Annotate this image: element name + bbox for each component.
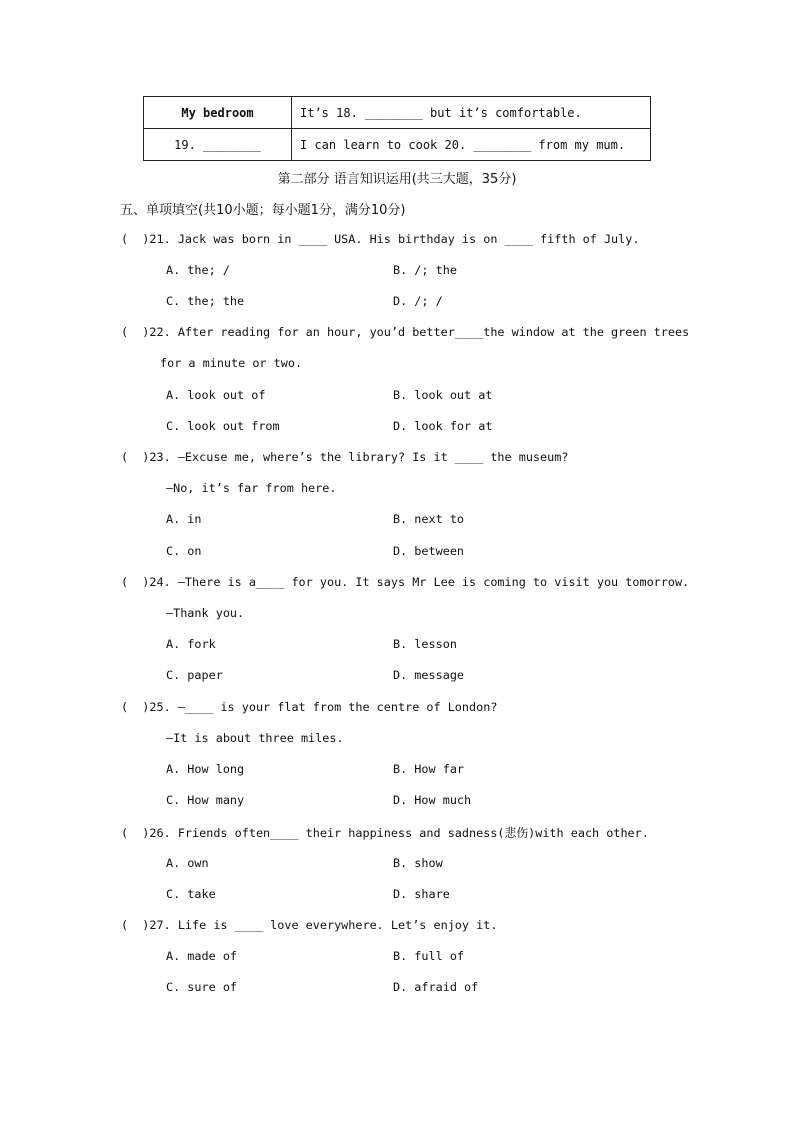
option-b: B. show xyxy=(393,856,443,870)
option-c: C. on xyxy=(166,544,202,558)
question-23-stem: ( )23. —Excuse me, where’s the library? Is it ____ the museum? xyxy=(121,450,569,464)
option-b: B. lesson xyxy=(393,637,457,651)
option-a: A. the; / xyxy=(166,263,230,277)
table-cell: My bedroom xyxy=(144,97,292,129)
option-d: D. message xyxy=(393,668,465,682)
section-title: 五、单项填空(共10小题；每小题1分，满分10分) xyxy=(120,203,406,218)
question-27-stem: ( )27. Life is ____ love everywhere. Let’s enjoy it. xyxy=(121,918,498,932)
option-d: D. How much xyxy=(393,793,472,807)
option-c: C. paper xyxy=(166,668,223,682)
option-a: A. How long xyxy=(166,762,245,776)
table-cell: It’s 18. ________ but it’s comfortable. xyxy=(292,97,651,129)
option-a: A. in xyxy=(166,512,202,526)
question-25-stem: ( )25. —____ is your flat from the centre of London? xyxy=(121,700,498,714)
question-22-stem-continued: for a minute or two. xyxy=(160,356,303,370)
option-b: B. next to xyxy=(393,512,465,526)
question-25-reply: —It is about three miles. xyxy=(166,731,344,745)
option-b: B. look out at xyxy=(393,388,493,402)
question-21-stem: ( )21. Jack was born in ____ USA. His birthday is on ____ fifth of July. xyxy=(121,232,640,246)
option-d: D. look for at xyxy=(393,419,493,433)
table-cell: 19. ________ xyxy=(144,129,292,161)
option-c: C. How many xyxy=(166,793,245,807)
option-a: A. own xyxy=(166,856,209,870)
option-c: C. sure of xyxy=(166,980,238,994)
option-b: B. /; the xyxy=(393,263,457,277)
question-24-reply: —Thank you. xyxy=(166,606,245,620)
question-24-stem: ( )24. —There is a____ for you. It says Mr Lee is coming to visit you tomorrow. xyxy=(121,575,690,589)
option-d: D. share xyxy=(393,887,450,901)
option-d: D. between xyxy=(393,544,465,558)
option-c: C. look out from xyxy=(166,419,280,433)
question-22-stem: ( )22. After reading for an hour, you’d better____the window at the green trees xyxy=(121,325,690,339)
table-cell: I can learn to cook 20. ________ from my mum. xyxy=(292,129,651,161)
option-c: C. the; the xyxy=(166,294,245,308)
option-a: A. made of xyxy=(166,949,238,963)
table-row xyxy=(144,97,651,129)
option-d: D. /; / xyxy=(393,294,443,308)
option-c: C. take xyxy=(166,887,216,901)
question-26-stem: ( )26. Friends often____ their happiness and sadness(悲伤)with each other. xyxy=(121,826,649,840)
option-d: D. afraid of xyxy=(393,980,479,994)
option-b: B. full of xyxy=(393,949,465,963)
part-title: 第二部分 语言知识运用(共三大题，35分) xyxy=(277,172,517,187)
question-23-reply: —No, it’s far from here. xyxy=(166,481,337,495)
option-b: B. How far xyxy=(393,762,465,776)
option-a: A. look out of xyxy=(166,388,266,402)
option-a: A. fork xyxy=(166,637,216,651)
table-row xyxy=(144,129,651,161)
info-table xyxy=(143,96,651,161)
